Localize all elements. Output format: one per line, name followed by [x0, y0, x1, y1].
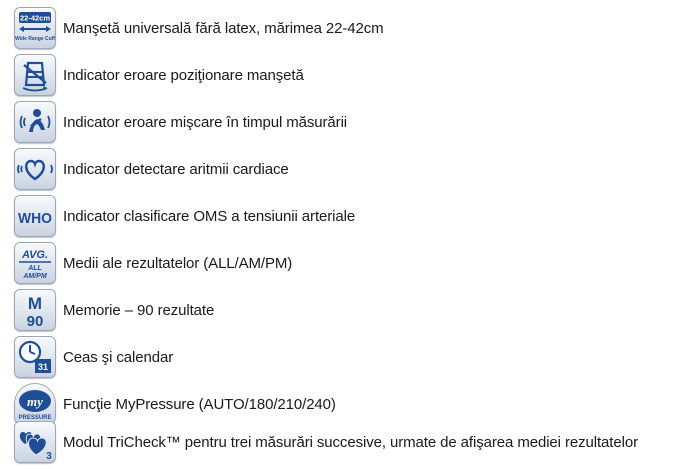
- svg-text:PRESSURE: PRESSURE: [18, 415, 52, 421]
- feature-label: Memorie – 90 rezultate: [63, 301, 215, 319]
- feature-label: Modul TriCheck™ pentru trei măsurări succesive, urmate de afişarea mediei rezultatelor: [63, 433, 638, 451]
- svg-text:ALL: ALL: [28, 265, 42, 272]
- svg-text:my: my: [27, 394, 43, 409]
- tricheck-hearts-icon: [14, 421, 56, 463]
- cuff-position-icon: [14, 54, 56, 96]
- who-classification-icon: [14, 195, 56, 237]
- svg-text:AVG.: AVG.: [21, 249, 49, 261]
- feature-item-tricheck: [14, 420, 638, 464]
- feature-item-movement-error: [14, 100, 347, 144]
- feature-label: Indicator eroare mişcare în timpul măsurării: [63, 113, 348, 131]
- feature-label: Manşetă universală fără latex, mărimea 22-42cm: [63, 19, 384, 37]
- mypressure-icon: [14, 383, 56, 425]
- feature-label: Medii ale rezultatelor (ALL/AM/PM): [63, 254, 293, 272]
- svg-text:22-42cm: 22-42cm: [19, 13, 51, 23]
- feature-label: Indicator clasificare OMS a tensiunii arteriale: [63, 207, 356, 225]
- feature-item-average: [14, 241, 292, 285]
- arrhythmia-heart-icon: [14, 148, 56, 190]
- cuff-size-icon: [14, 7, 56, 49]
- svg-text:M: M: [27, 294, 43, 313]
- feature-label: Indicator detectare aritmii cardiace: [63, 160, 289, 178]
- svg-text:Wide Range Cuff: Wide Range Cuff: [15, 36, 55, 42]
- feature-item-who-classification: [14, 194, 355, 238]
- svg-text:WHO: WHO: [18, 210, 53, 227]
- feature-item-arrhythmia: [14, 147, 289, 191]
- average-icon: [14, 242, 56, 284]
- clock-calendar-icon: [14, 336, 56, 378]
- svg-text:3: 3: [46, 451, 52, 462]
- feature-item-clock-calendar: [14, 335, 173, 379]
- memory-icon: [14, 289, 56, 331]
- svg-text:90: 90: [26, 313, 44, 330]
- feature-label: Indicator eroare poziţionare manşetă: [63, 66, 304, 84]
- feature-item-cuff-position: [14, 53, 304, 97]
- feature-item-cuff-size: [14, 6, 384, 50]
- svg-text:31: 31: [37, 362, 49, 372]
- feature-item-memory: [14, 288, 214, 332]
- svg-text:AM/PM: AM/PM: [23, 273, 47, 280]
- movement-error-icon: [14, 101, 56, 143]
- feature-label: Ceas şi calendar: [63, 348, 174, 366]
- feature-label: Funcţie MyPressure (AUTO/180/210/240): [63, 395, 336, 413]
